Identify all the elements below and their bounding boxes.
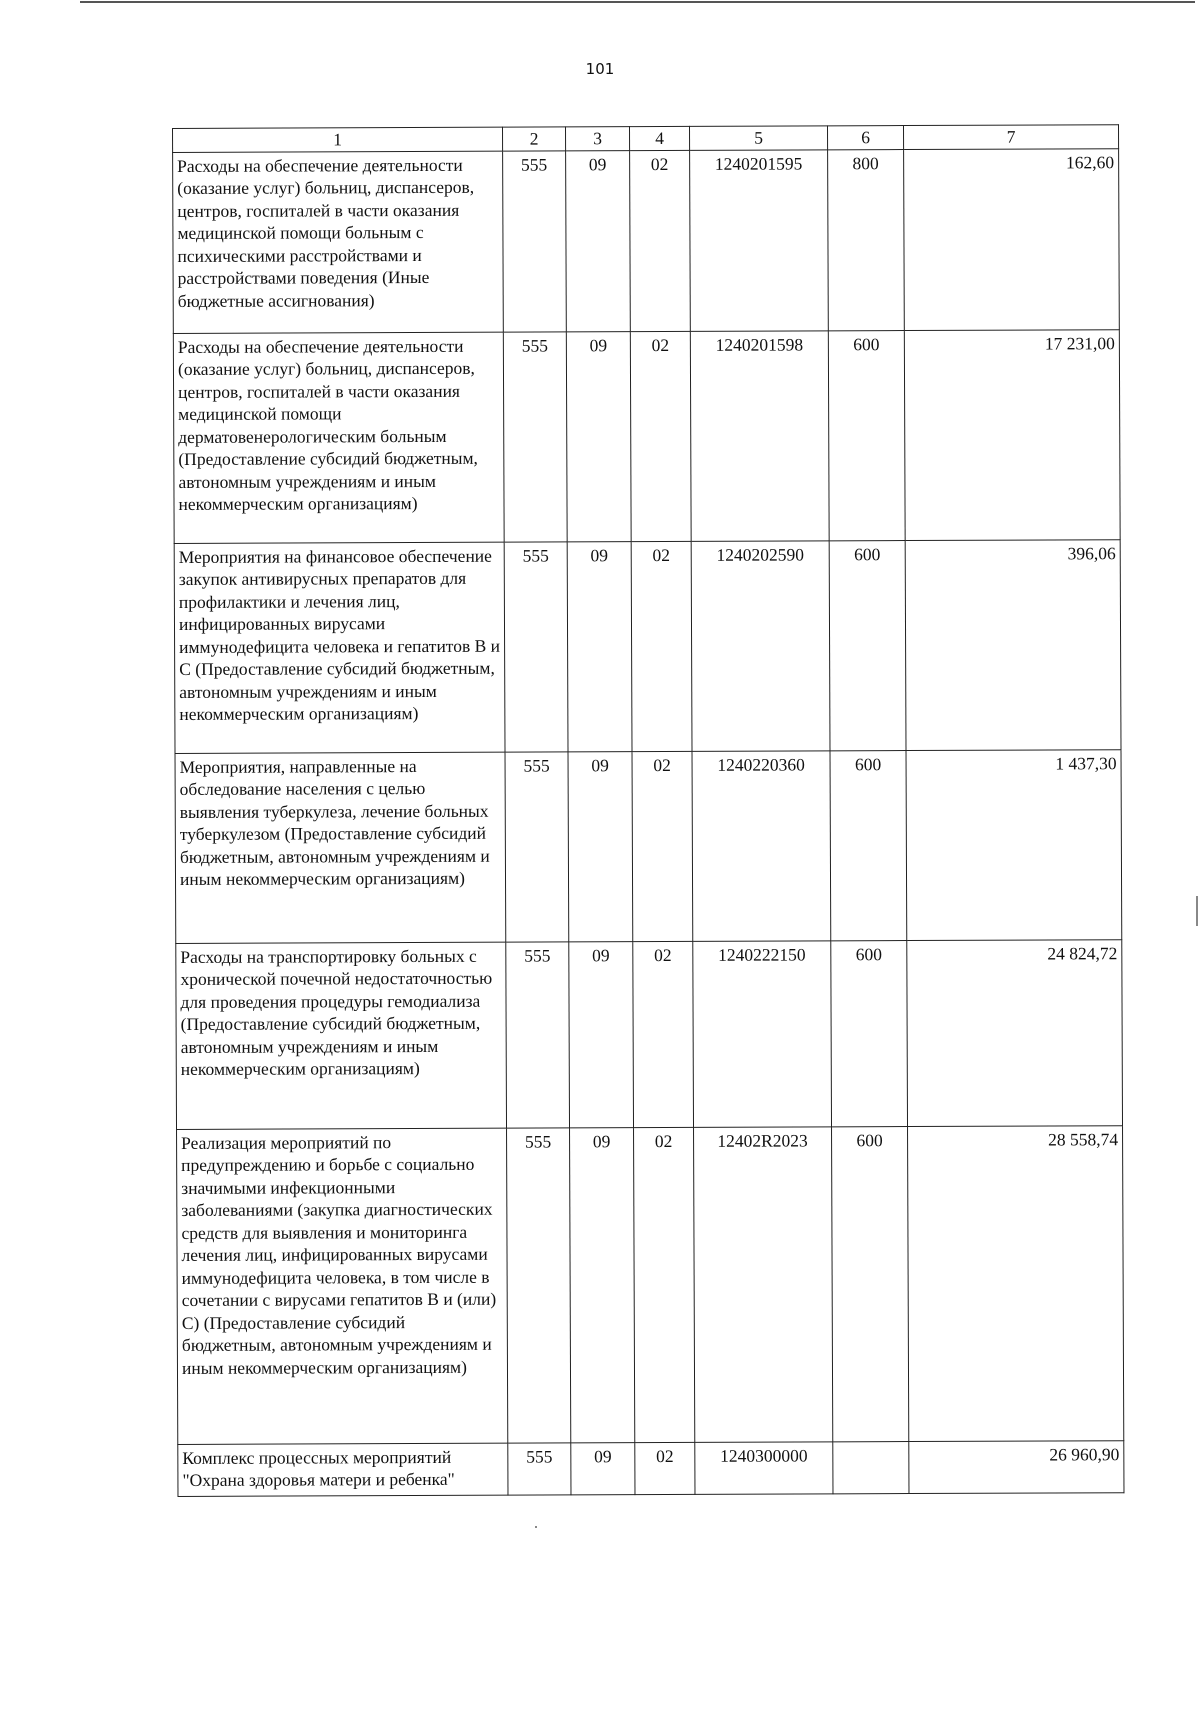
col-header-2: 2	[502, 127, 565, 151]
col-header-3: 3	[565, 127, 629, 151]
scan-top-edge	[80, 1, 1195, 3]
row-amount: 396,06	[905, 539, 1121, 750]
row-code-6: 600	[832, 1126, 909, 1441]
scan-speck	[1196, 896, 1198, 926]
row-name: Комплекс процессных мероприятий "Охрана здоровья матери и ребенка"	[178, 1443, 508, 1496]
row-code-4: 02	[634, 1127, 695, 1442]
row-code-3: 09	[570, 1127, 635, 1442]
table-row	[174, 539, 1121, 753]
row-code-2: 555	[505, 751, 569, 941]
row-code-4: 02	[630, 150, 691, 331]
row-amount: 24 824,72	[907, 939, 1123, 1126]
row-code-6: 600	[831, 940, 908, 1126]
row-code-5: 1240201595	[690, 149, 829, 331]
col-header-7: 7	[903, 125, 1118, 149]
row-amount: 28 558,74	[908, 1125, 1124, 1441]
page-number: 101	[585, 60, 615, 78]
row-code-3: 09	[566, 331, 631, 541]
row-name: Мероприятия, направленные на обследование населения с целью выявления туберкулеза, лечение больных туберкулезом (Предоставление субсидий бюджетным, автономным учреждениям и иным некоммерческим организациям)	[175, 752, 506, 943]
col-header-6: 6	[827, 126, 903, 150]
table-row	[173, 148, 1120, 333]
row-code-6	[833, 1441, 909, 1493]
row-code-2: 555	[508, 1442, 571, 1494]
row-code-5: 1240201598	[690, 330, 829, 541]
row-code-4: 02	[632, 751, 693, 941]
budget-table	[172, 124, 1124, 1496]
table-row	[173, 329, 1120, 543]
col-header-5: 5	[689, 126, 827, 150]
row-code-2: 555	[506, 941, 570, 1127]
row-code-4: 02	[633, 941, 694, 1127]
row-code-5: 12402R2023	[694, 1126, 833, 1442]
row-code-3: 09	[567, 541, 632, 751]
row-code-6: 600	[829, 540, 906, 750]
row-code-5: 1240220360	[692, 750, 831, 941]
row-code-3: 09	[568, 751, 633, 941]
row-code-4: 02	[631, 541, 692, 751]
row-code-6: 600	[828, 330, 905, 540]
table-row	[176, 939, 1123, 1129]
row-code-2: 555	[503, 150, 567, 331]
row-code-2: 555	[507, 1127, 571, 1442]
row-amount: 1 437,30	[906, 749, 1122, 940]
table-row	[178, 1440, 1124, 1496]
row-code-2: 555	[503, 331, 567, 541]
row-code-5: 1240202590	[691, 540, 830, 751]
scan-speck	[535, 1526, 537, 1528]
row-name: Мероприятия на финансовое обеспечение закупок антивирусных препаратов для профилактики и лечения лиц, инфицированных вирусами иммунодефицита человека и гепатитов В и С (Предоставление субсидий бюджетным, автономным учреждениям и иным некоммерческим организациям)	[174, 542, 505, 753]
row-name: Расходы на транспортировку больных с хронической почечной недостаточностью для проведения процедуры гемодиализа (Предоставление субсидий бюджетным, автономным учреждениям и иным некоммерческим организациям)	[176, 942, 507, 1129]
row-name: Расходы на обеспечение деятельности (оказание услуг) больниц, диспансеров, центров, госпиталей в части оказания медицинской помощи дерматовенерологическим больным (Предоставление субсидий бюджетным, автономным учреждениям и иным некоммерческим организациям)	[173, 332, 504, 543]
row-amount: 162,60	[904, 148, 1120, 330]
row-code-3: 09	[569, 941, 634, 1127]
row-amount: 26 960,90	[909, 1440, 1124, 1493]
col-header-1: 1	[173, 127, 503, 152]
row-code-6: 800	[828, 149, 905, 330]
row-code-5: 1240300000	[695, 1441, 833, 1494]
row-code-4: 02	[630, 331, 691, 541]
col-header-4: 4	[629, 126, 689, 150]
row-name: Расходы на обеспечение деятельности (оказание услуг) больниц, диспансеров, центров, госпиталей в части оказания медицинской помощи больным с психическими расстройствами и расстройствами поведения (Иные бюджетные ассигнования)	[173, 151, 504, 333]
row-code-5: 1240222150	[693, 940, 832, 1127]
table-row	[175, 749, 1122, 943]
row-amount: 17 231,00	[904, 329, 1120, 540]
row-code-2: 555	[504, 541, 568, 751]
row-code-6: 600	[830, 750, 907, 940]
table-row	[177, 1125, 1124, 1444]
row-name: Реализация мероприятий по предупреждению и борьбе с социально значимыми инфекционными заболеваниями (закупка диагностических средств для выявления и мониторинга лечения лиц, инфицированных вирусами иммунодефицита человека, в том числе в сочетании с вирусами гепатитов В и (или) С) (Предоставление субсидий бюджетным, автономным учреждениям и иным некоммерческим организациям)	[177, 1128, 508, 1444]
row-code-3: 09	[571, 1442, 635, 1494]
row-code-4: 02	[635, 1442, 695, 1494]
row-code-3: 09	[566, 150, 631, 331]
